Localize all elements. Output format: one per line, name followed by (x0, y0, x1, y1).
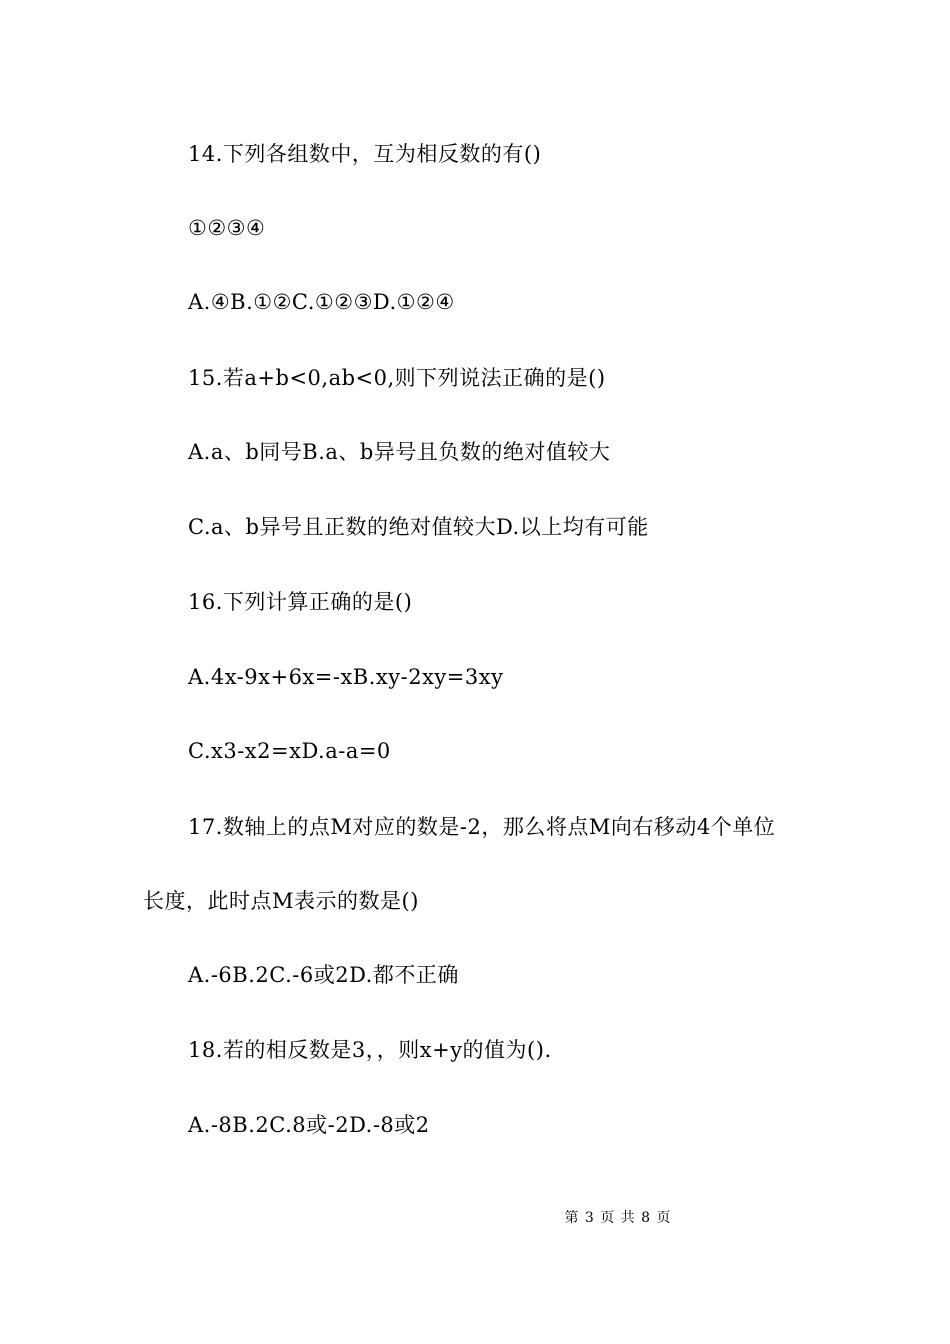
question-15-options-cd: C.a、b异号且正数的绝对值较大D.以上均有可能 (188, 515, 649, 539)
question-18-options: A.-8B.2C.8或-2D.-8或2 (188, 1113, 430, 1137)
question-16-options-ab: A.4x-9x+6x=-xB.xy-2xy=3xy (188, 665, 504, 689)
question-14-options: A.④B.①②C.①②③D.①②④ (188, 290, 455, 314)
question-14-items: ①②③④ (188, 216, 266, 240)
question-15: 15.若a+b<0,ab<0,则下列说法正确的是() (188, 366, 606, 390)
question-16: 16.下列计算正确的是() (188, 590, 413, 614)
question-18: 18.若的相反数是3，，则x+y的值为(). (188, 1038, 552, 1062)
question-17-options: A.-6B.2C.-6或2D.都不正确 (188, 963, 459, 987)
question-17: 17.数轴上的点M对应的数是-2，那么将点M向右移动4个单位 (188, 815, 776, 839)
question-15-options-ab: A.a、b同号B.a、b异号且负数的绝对值较大 (188, 440, 611, 464)
question-17-continued: 长度，此时点M表示的数是() (143, 889, 419, 913)
page-number: 第 3 页 共 8 页 (564, 1210, 672, 1226)
page-footer (0, 1208, 950, 1228)
question-14: 14.下列各组数中，互为相反数的有() (188, 142, 542, 166)
question-16-options-cd: C.x3-x2=xD.a-a=0 (188, 739, 391, 763)
